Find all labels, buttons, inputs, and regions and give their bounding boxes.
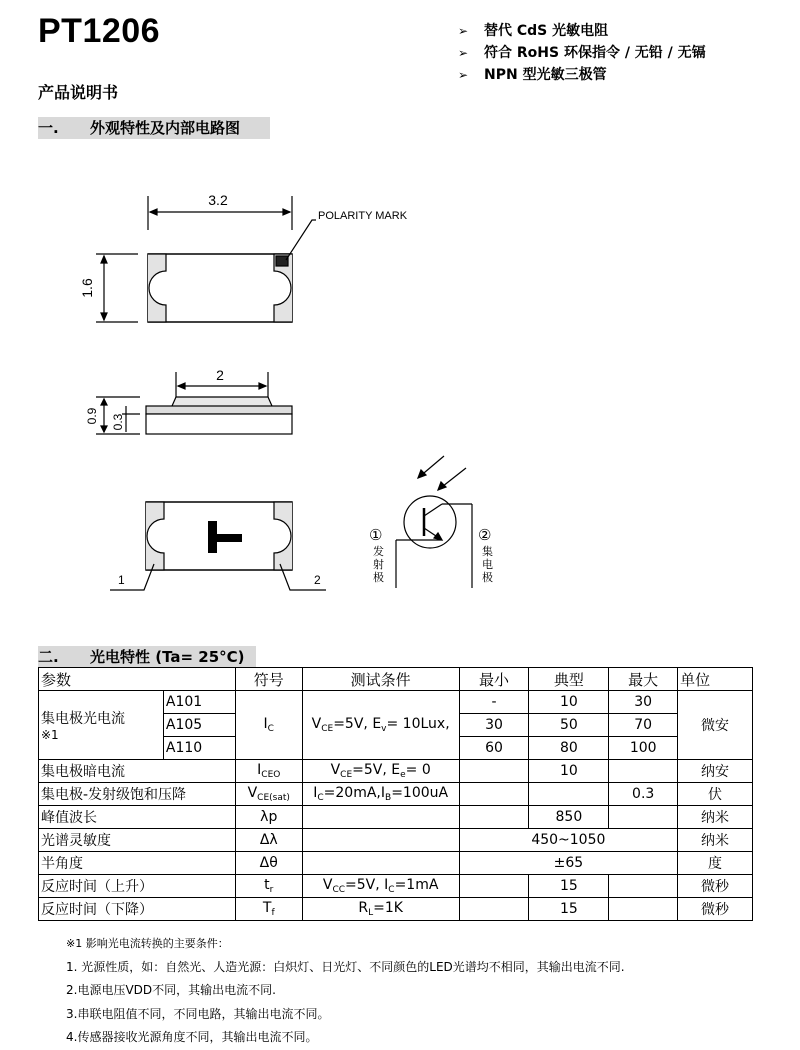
note-item: 3.串联电阻值不同，不同电路，其输出电流不同。 [66, 1006, 330, 1021]
param-cell: 集电极暗电流 [39, 760, 236, 783]
param-cell: 集电极-发射级饱和压降 [39, 783, 236, 806]
symbol-cell: λp [235, 806, 302, 829]
typ-cell: 10 [529, 691, 609, 714]
param-cell: 光谱灵敏度 [39, 829, 236, 852]
feature-item [458, 64, 706, 86]
note-item: 2.电源电压VDD不同，其输出电流不同. [66, 983, 276, 997]
min-cell: - [459, 691, 529, 714]
condition-cell [302, 806, 459, 829]
emitter-label-2: 射 [373, 559, 384, 571]
top-view [79, 192, 408, 322]
emitter-label-1: 发 [373, 546, 384, 558]
max-cell: 30 [609, 691, 678, 714]
condition-cell: $V_{CE}=5V$, $E_v= 10Lux$, [302, 691, 459, 760]
max-cell [609, 806, 678, 829]
symbol-cell: Δθ [235, 852, 302, 875]
header-condition: 测试条件 [302, 668, 459, 691]
unit-cell: 度 [678, 852, 753, 875]
electro-optical-table [38, 667, 753, 921]
header-typ: 典型 [529, 668, 609, 691]
emitter-label-3: 极 [373, 572, 384, 584]
typ-cell: 50 [529, 714, 609, 737]
arrow-icon: ➢ [458, 46, 469, 60]
min-cell [459, 760, 529, 783]
header-unit: 单位 [678, 668, 753, 691]
symbol-cell: $V_{CE(sat)}$ [235, 783, 302, 806]
unit-cell: 伏 [678, 783, 753, 806]
model-cell: A110 [163, 737, 235, 760]
feature-list [458, 20, 706, 86]
package-drawing [0, 150, 800, 640]
model-cell: A101 [163, 691, 235, 714]
typ-cell [529, 783, 609, 806]
notes-block [66, 932, 625, 1050]
param-cell: 反应时间（下降） [39, 898, 236, 921]
min-cell [459, 898, 529, 921]
note-item: 4.传感器接收光源角度不同，其输出电流不同。 [66, 1030, 318, 1044]
dim-length-label: 3.2 [208, 192, 228, 208]
typ-cell: 80 [529, 737, 609, 760]
manual-title: 产品说明书 [38, 83, 119, 102]
polarity-mark-label: POLARITY MARK [318, 210, 408, 222]
bottom-view [110, 502, 326, 590]
collector-label-3: 极 [482, 572, 493, 584]
header-param: 参数 [39, 668, 236, 691]
pin-1-label: 1 [118, 573, 125, 587]
unit-cell: 纳安 [678, 760, 753, 783]
dim-top-label: 2 [216, 367, 224, 383]
typ-cell: 10 [529, 760, 609, 783]
param-cell: 半角度 [39, 852, 236, 875]
arrow-icon: ➢ [458, 24, 469, 38]
table-row [39, 806, 753, 829]
condition-cell [302, 852, 459, 875]
product-title: PT1206 [38, 12, 161, 50]
dim-width-label: 1.6 [79, 278, 95, 298]
param-note: ※1 [41, 728, 59, 742]
unit-cell: 微安 [678, 691, 753, 760]
table-row [39, 691, 753, 714]
unit-cell: 微秒 [678, 875, 753, 898]
symbol-cell: Δλ [235, 829, 302, 852]
dim-height-label: 0.9 [85, 407, 99, 425]
condition-cell: $R_L=1K$ [302, 898, 459, 921]
condition-cell: $V_{CE}=5V$, $E_e= 0$ [302, 760, 459, 783]
feature-item [458, 42, 706, 64]
feature-text: 符合 RoHS 环保指令 / 无铅 / 无镉 [484, 45, 706, 61]
table-row [39, 829, 753, 852]
header-symbol: 符号 [235, 668, 302, 691]
min-cell: 30 [459, 714, 529, 737]
max-cell [609, 760, 678, 783]
min-cell [459, 806, 529, 829]
typ-cell: 15 [529, 875, 609, 898]
unit-cell: 微秒 [678, 898, 753, 921]
feature-text: 替代 CdS 光敏电阻 [484, 23, 609, 39]
symbol-cell: $I_{CEO}$ [235, 760, 302, 783]
min-cell [459, 875, 529, 898]
collector-pin-number: ② [478, 527, 492, 544]
param-name: 集电极光电流 [41, 711, 125, 727]
section-heading-1 [38, 117, 270, 139]
header-max: 最大 [609, 668, 678, 691]
emitter-pin-number: ① [369, 527, 383, 544]
typ-cell: 450~1050 [459, 829, 677, 852]
table-header-row [39, 668, 753, 691]
symbol-cell: $T_f$ [235, 898, 302, 921]
section-title: 外观特性及内部电路图 [90, 119, 241, 137]
section-number: 二. [38, 648, 59, 666]
typ-cell: ±65 [459, 852, 677, 875]
unit-cell: 纳米 [678, 806, 753, 829]
condition-cell: $I_C=20mA,I_B=100uA$ [302, 783, 459, 806]
arrow-icon: ➢ [458, 68, 469, 82]
max-cell: 0.3 [609, 783, 678, 806]
dim-base-label: 0.3 [111, 413, 125, 431]
table-row [39, 875, 753, 898]
max-cell [609, 898, 678, 921]
section-number: 一. [38, 119, 59, 137]
section-title: 光电特性 (Ta= 25°C) [90, 648, 245, 666]
table-row [39, 852, 753, 875]
condition-cell [302, 829, 459, 852]
table-row [39, 783, 753, 806]
phototransistor-symbol [369, 456, 493, 588]
model-cell: A105 [163, 714, 235, 737]
feature-text: NPN 型光敏三极管 [484, 67, 607, 83]
section-heading-2 [38, 646, 256, 668]
max-cell [609, 875, 678, 898]
typ-cell: 15 [529, 898, 609, 921]
condition-cell: $V_{CC}=5V$, $I_C=1mA$ [302, 875, 459, 898]
table-row [39, 898, 753, 921]
min-cell [459, 783, 529, 806]
unit-cell: 纳米 [678, 829, 753, 852]
pin-2-label: 2 [314, 573, 321, 587]
typ-cell: 850 [529, 806, 609, 829]
param-cell: 峰值波长 [39, 806, 236, 829]
symbol-cell: $I_C$ [235, 691, 302, 760]
max-cell: 100 [609, 737, 678, 760]
feature-item [458, 20, 706, 42]
min-cell: 60 [459, 737, 529, 760]
table-row [39, 760, 753, 783]
param-cell [39, 691, 164, 760]
collector-label-2: 电 [482, 559, 493, 571]
param-cell: 反应时间（上升） [39, 875, 236, 898]
header-min: 最小 [459, 668, 529, 691]
symbol-cell: $t_r$ [235, 875, 302, 898]
note-item: 1. 光源性质，如：自然光、人造光源：白炽灯、日光灯、不同颜色的LED光谱均不相同，其输出电流不同. [66, 959, 625, 974]
max-cell: 70 [609, 714, 678, 737]
collector-label-1: 集 [482, 546, 493, 558]
note-heading: ※1 影响光电流转换的主要条件： [66, 937, 229, 950]
side-view [85, 367, 292, 434]
